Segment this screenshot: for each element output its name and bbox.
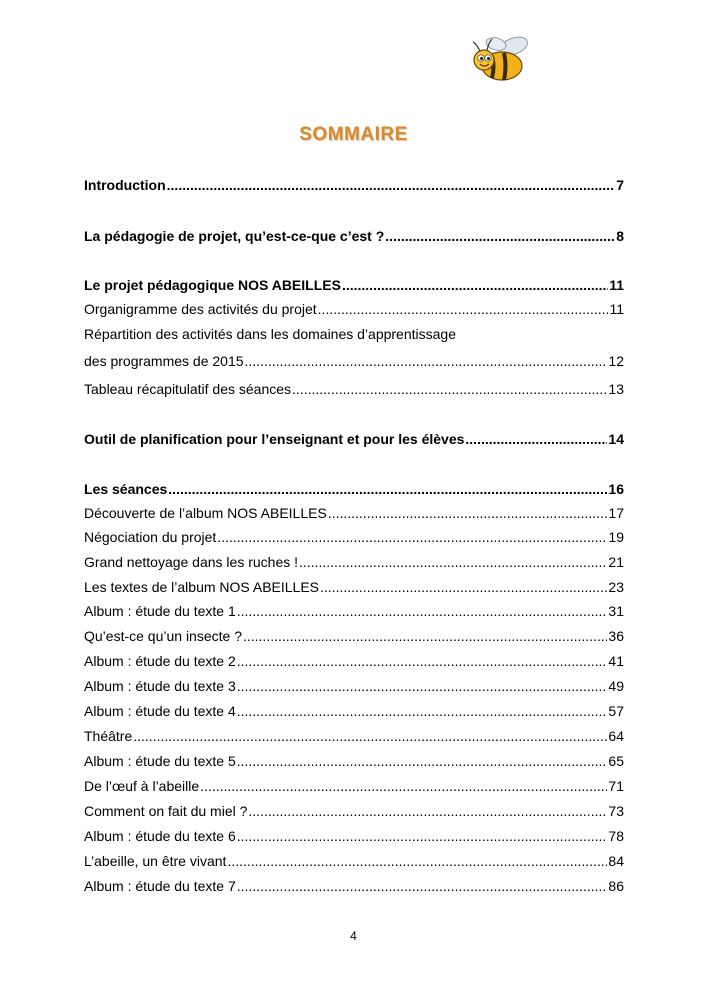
toc-entry-label: L’abeille, un être vivant (84, 853, 227, 869)
toc-section-entry (84, 480, 624, 498)
toc-entry-label: Album : étude du texte 2 (84, 653, 236, 669)
toc-entry (84, 352, 624, 370)
toc-leader-dots (237, 652, 608, 670)
toc-entry-label: Le projet pédagogique NOS ABEILLES (84, 277, 341, 293)
toc-entry-label: Album : étude du texte 1 (84, 603, 236, 619)
toc-leader-dots (217, 528, 607, 546)
toc-entry-label: Comment on fait du miel ? (84, 803, 248, 819)
toc-entry (84, 702, 624, 720)
toc-entry-label: Qu’est-ce qu’un insecte ? (84, 628, 242, 644)
toc-entry-continued: Répartition des activités dans les domaines d’apprentissage (84, 326, 456, 342)
toc-leader-dots (248, 802, 607, 820)
toc-leader-dots (237, 752, 608, 770)
toc-entry-page: 65 (608, 753, 624, 769)
toc-leader-dots (318, 300, 609, 318)
toc-entry-page: 84 (608, 853, 624, 869)
toc-entry-page: 16 (608, 481, 624, 497)
toc-entry-label: De l’œuf à l’abeille (84, 778, 200, 794)
toc-leader-dots (133, 727, 607, 745)
toc-entry (84, 777, 624, 795)
toc-entry-page: 7 (616, 177, 624, 193)
toc-entry (84, 380, 624, 398)
toc-leader-dots (292, 380, 607, 398)
toc-entry (84, 602, 624, 620)
toc-leader-dots (245, 352, 608, 370)
toc-entry-page: 14 (608, 431, 624, 447)
toc-leader-dots (385, 227, 615, 245)
toc-entry-page: 49 (608, 678, 624, 694)
toc-entry-page: 12 (608, 353, 624, 369)
toc-entry (84, 652, 624, 670)
toc-section-entry (84, 276, 624, 294)
toc-entry (84, 553, 624, 571)
toc-entry-page: 64 (608, 728, 624, 744)
toc-entry (84, 528, 624, 546)
toc-entry-label: Les textes de l’album NOS ABEILLES (84, 579, 320, 595)
toc-entry-page: 31 (608, 603, 624, 619)
toc-entry-label: Album : étude du texte 3 (84, 678, 236, 694)
page-title: SOMMAIRE (299, 124, 408, 145)
toc-entry-label: Introduction (84, 177, 166, 193)
toc-entry-label: Album : étude du texte 7 (84, 878, 236, 894)
toc-section-entry (84, 176, 624, 194)
toc-entry-page: 8 (616, 228, 624, 244)
toc-leader-dots (320, 578, 607, 596)
toc-section-entry (84, 227, 624, 245)
toc-entry-page: 71 (608, 778, 624, 794)
toc-entry-label: Découverte de l’album NOS ABEILLES (84, 505, 327, 521)
toc-entry (84, 852, 624, 870)
toc-entry-page: 41 (608, 653, 624, 669)
page-number: 4 (350, 929, 357, 943)
toc-entry-label: Les séances (84, 481, 168, 497)
toc-entry (84, 300, 624, 318)
toc-leader-dots (237, 702, 608, 720)
toc-entry-label: Organigramme des activités du projet (84, 301, 317, 317)
toc-entry-label: Album : étude du texte 5 (84, 753, 236, 769)
toc-entry-page: 57 (608, 703, 624, 719)
toc-leader-dots (237, 677, 608, 695)
toc-section-entry (84, 430, 624, 448)
toc-entry (84, 877, 624, 895)
bee-mascot-icon (470, 34, 536, 84)
toc-entry-label: Outil de planification pour l’enseignant et pour les élèves (84, 431, 465, 447)
toc-entry-label: des programmes de 2015 (84, 353, 244, 369)
toc-entry-label: Album : étude du texte 4 (84, 703, 236, 719)
toc-leader-dots (299, 553, 607, 571)
toc-leader-dots (227, 852, 607, 870)
toc-leader-dots (200, 777, 607, 795)
toc-entry-label: Tableau récapitulatif des séances (84, 381, 292, 397)
toc-leader-dots (237, 877, 608, 895)
toc-entry (84, 727, 624, 745)
toc-entry-page: 11 (609, 301, 624, 317)
toc-entry (84, 827, 624, 845)
toc-entry-label: Théâtre (84, 728, 133, 744)
toc-entry-page: 11 (609, 277, 624, 293)
toc-leader-dots (168, 480, 607, 498)
toc-leader-dots (342, 276, 608, 294)
toc-entry-label: Album : étude du texte 6 (84, 828, 236, 844)
toc-entry-page: 23 (608, 579, 624, 595)
toc-entry-page: 17 (608, 505, 624, 521)
toc-entry-page: 73 (608, 803, 624, 819)
toc-entry (84, 627, 624, 645)
toc-leader-dots (237, 827, 608, 845)
toc-leader-dots (465, 430, 607, 448)
toc-entry (84, 802, 624, 820)
toc-leader-dots (167, 176, 616, 194)
toc-leader-dots (237, 602, 608, 620)
toc-entry (84, 504, 624, 522)
toc-entry-page: 13 (608, 381, 624, 397)
toc-entry-label: Négociation du projet (84, 529, 217, 545)
toc-entry-page: 19 (608, 529, 624, 545)
toc-entry (84, 677, 624, 695)
toc-entry-page: 36 (608, 628, 624, 644)
toc-leader-dots (328, 504, 608, 522)
toc-leader-dots (243, 627, 607, 645)
toc-entry (84, 752, 624, 770)
toc-entry-label: La pédagogie de projet, qu’est-ce-que c’est ? (84, 228, 385, 244)
toc-entry-page: 86 (608, 878, 624, 894)
toc-entry-label: Grand nettoyage dans les ruches ! (84, 554, 299, 570)
toc-entry-page: 21 (608, 554, 624, 570)
toc-entry (84, 578, 624, 596)
toc-entry-page: 78 (608, 828, 624, 844)
